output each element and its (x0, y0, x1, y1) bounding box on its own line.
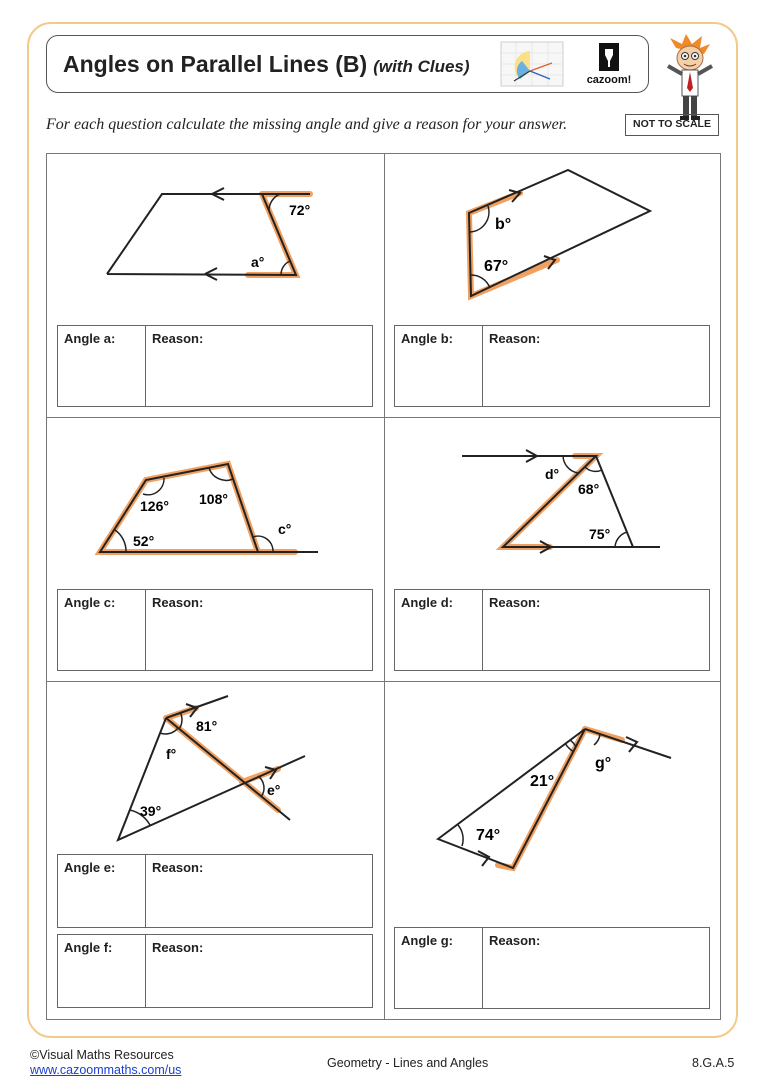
diagram-question-c (100, 464, 318, 552)
footer-topic: Geometry - Lines and Angles (327, 1056, 489, 1070)
brand-text: cazoom! (586, 74, 632, 86)
answer-box-e[interactable] (57, 854, 373, 928)
footer-copyright: ©Visual Maths Resources (30, 1048, 174, 1062)
reason-c-label: Reason: (152, 595, 204, 610)
answer-box-g[interactable] (394, 927, 710, 1009)
given-angle-68: 68° (578, 481, 600, 497)
diagram-question-g (438, 729, 671, 868)
footer-standard-code: 8.G.A.5 (692, 1056, 735, 1070)
reason-a-label: Reason: (152, 331, 204, 346)
unknown-angle-e: e° (267, 782, 281, 798)
unknown-angle-d: d° (545, 466, 560, 482)
answer-divider (145, 326, 146, 406)
given-angle-52: 52° (133, 533, 155, 549)
footer-link[interactable]: www.cazoommaths.com/us (30, 1063, 182, 1077)
answer-divider (482, 928, 483, 1008)
answer-box-d[interactable] (394, 589, 710, 671)
unknown-angle-f: f° (166, 746, 177, 762)
angle-d-label: Angle d: (401, 595, 453, 610)
instruction-text: For each question calculate the missing angle and give a reason for your answer. (46, 116, 568, 133)
reason-b-label: Reason: (489, 331, 541, 346)
answer-divider (145, 590, 146, 670)
unknown-angle-g: g° (595, 755, 612, 772)
answer-divider (145, 935, 146, 1007)
given-angle-75: 75° (589, 526, 611, 542)
answer-divider (482, 590, 483, 670)
title-text: Angles on Parallel Lines (B) (63, 51, 368, 77)
angle-b-label: Angle b: (401, 331, 453, 346)
given-angle-126: 126° (140, 498, 169, 514)
angle-g-label: Angle g: (401, 933, 453, 948)
angle-f-label: Angle f: (64, 940, 113, 955)
answer-box-a[interactable] (57, 325, 373, 407)
diagram-question-b (469, 170, 650, 296)
unknown-angle-b: b° (495, 216, 512, 233)
given-angle-72: 72° (289, 202, 311, 218)
diagram-question-a (107, 188, 310, 280)
given-angle-108: 108° (199, 491, 228, 507)
unknown-angle-a: a° (251, 254, 265, 270)
diagram-question-e-f (118, 696, 305, 840)
unknown-angle-c: c° (278, 521, 292, 537)
not-to-scale-badge: NOT TO SCALE (625, 114, 719, 136)
given-angle-67: 67° (484, 258, 509, 275)
given-angle-21: 21° (530, 773, 555, 790)
answer-divider (482, 326, 483, 406)
angle-a-label: Angle a: (64, 331, 116, 346)
answer-box-f[interactable] (57, 934, 373, 1008)
answer-box-b[interactable] (394, 325, 710, 407)
title-subtitle: (with Clues) (373, 57, 470, 76)
reason-d-label: Reason: (489, 595, 541, 610)
given-angle-39: 39° (140, 803, 162, 819)
angle-c-label: Angle c: (64, 595, 116, 610)
footer-link-wrap (30, 1063, 181, 1077)
reason-f-label: Reason: (152, 940, 204, 955)
angle-e-label: Angle e: (64, 860, 116, 875)
given-angle-74: 74° (476, 827, 501, 844)
answer-box-c[interactable] (57, 589, 373, 671)
given-angle-81: 81° (196, 718, 218, 734)
reason-e-label: Reason: (152, 860, 204, 875)
answer-divider (145, 855, 146, 927)
reason-g-label: Reason: (489, 933, 541, 948)
diagram-question-d (462, 450, 660, 553)
